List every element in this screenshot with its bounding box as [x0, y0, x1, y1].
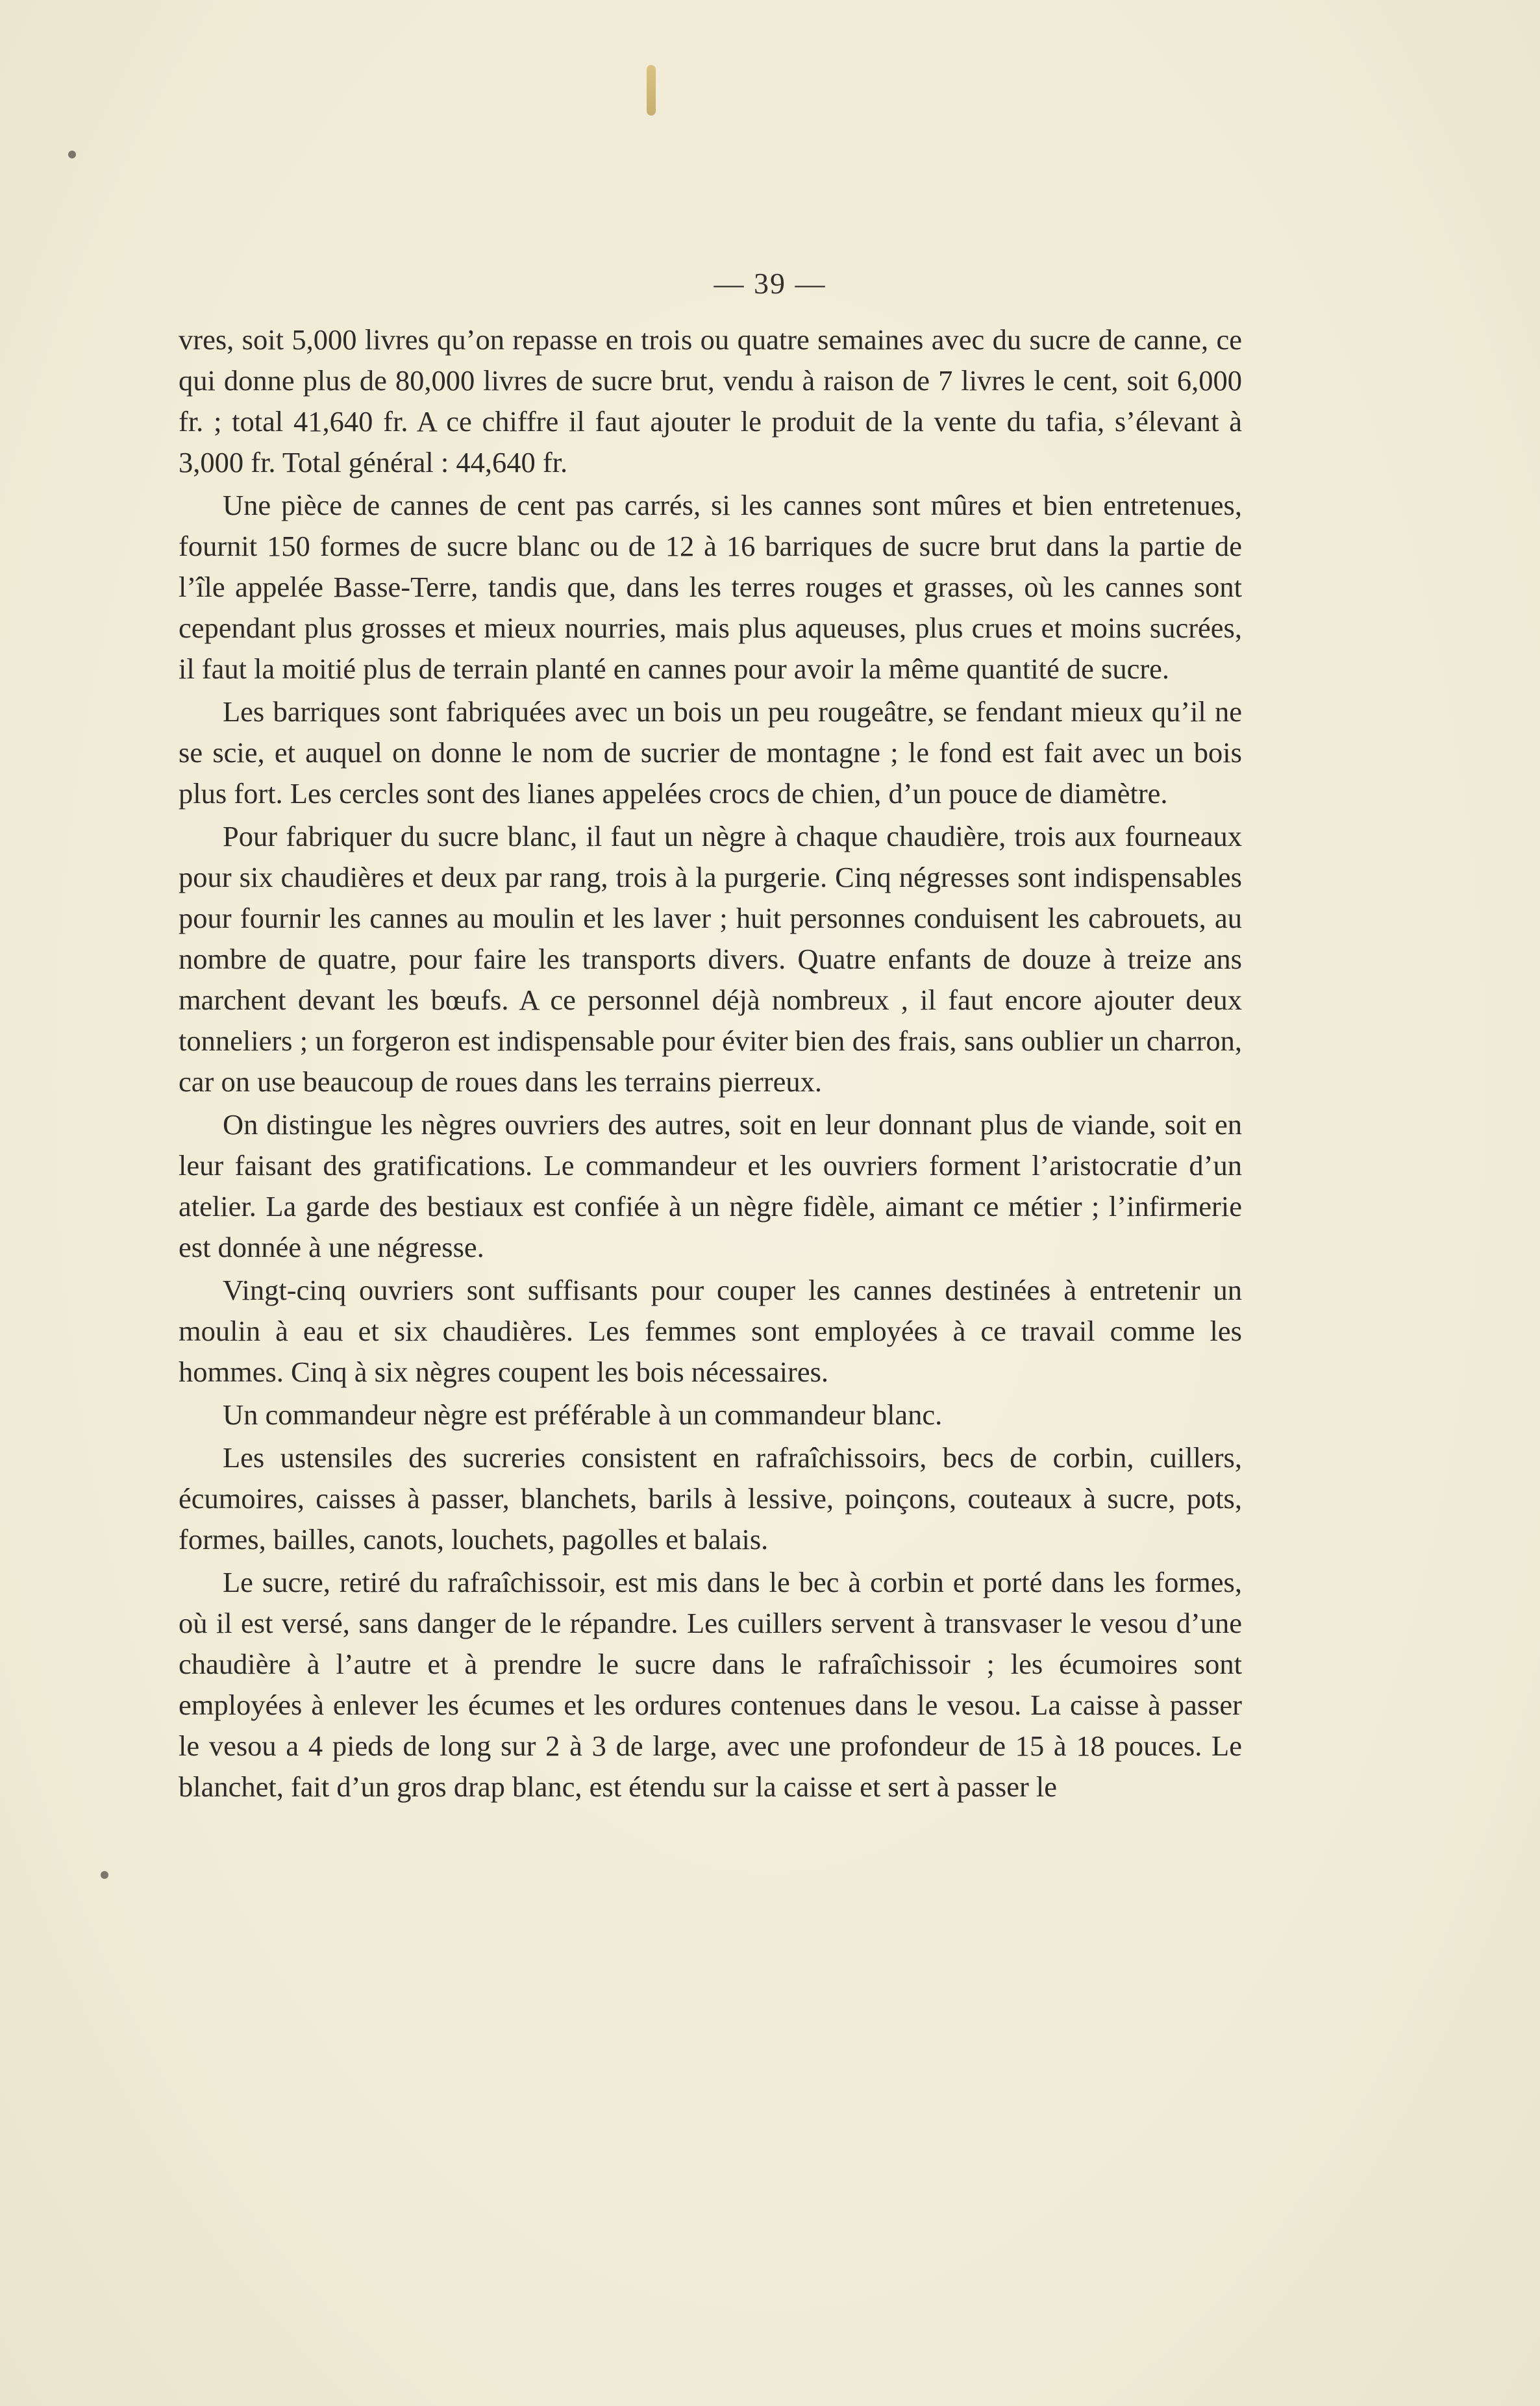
- paragraph: On distingue les nègres ouvriers des autres, soit en leur donnant plus de viande, soit en leur faisant des gratifications. Le commandeur et les ouvriers forment l’aristocratie d’un atelier. La garde des bestiaux est confiée à un nègre fidèle, aimant ce métier ; l’infirmerie est donnée à une négresse.: [179, 1108, 1242, 1263]
- paragraph: Une pièce de cannes de cent pas carrés, si les cannes sont mûres et bien entretenues, fournit 150 formes de sucre blanc ou de 12 à 16 barriques de sucre brut dans la partie de l’île appelée Basse-Terre, tandis que, dans les terres rouges et grasses, où les cannes sont cependant plus grosses et mieux nourries, mais plus aqueuses, plus crues et moins sucrées, il faut la moitié plus de terrain planté en cannes pour avoir la même quantité de sucre.: [179, 489, 1242, 685]
- paragraph-continuation: vres, soit 5,000 livres qu’on repasse en trois ou quatre semaines avec du sucre de canne, ce qui donne plus de 80,000 livres de sucre brut, vendu à raison de 7 livres le cent, soit 6,000 fr. ; total 41,640 fr. A ce chiffre il faut ajouter le produit de la vente du tafia, s’élevant à 3,000 fr. Total général : 44,640 fr.: [179, 323, 1242, 478]
- paragraph: Les barriques sont fabriquées avec un bois un peu rougeâtre, se fendant mieux qu’il ne se scie, et auquel on donne le nom de sucrier de montagne ; le fond est fait avec un bois plus fort. Les cercles sont des lianes appelées crocs de chien, d’un pouce de diamètre.: [179, 695, 1242, 810]
- binding-mark: [647, 65, 656, 116]
- ink-spot: [68, 151, 76, 158]
- paragraph: Les ustensiles des sucreries consistent en rafraîchissoirs, becs de corbin, cuillers, écumoires, caisses à passer, blanchets, barils à lessive, poinçons, couteaux à sucre, pots, formes, bailles, canots, louchets, pagolles et balais.: [179, 1441, 1242, 1556]
- paragraph: Un commandeur nègre est préférable à un commandeur blanc.: [223, 1398, 943, 1431]
- body-text: [179, 319, 1242, 1809]
- ink-spot: [101, 1871, 108, 1879]
- paragraph: Vingt-cinq ouvriers sont suffisants pour couper les cannes destinées à entretenir un moulin à eau et six chaudières. Les femmes sont employées à ce travail comme les hommes. Cinq à six nègres coupent les bois nécessaires.: [179, 1274, 1242, 1388]
- paragraph: Pour fabriquer du sucre blanc, il faut un nègre à chaque chaudière, trois aux fourneaux pour six chaudières et deux par rang, trois à la purgerie. Cinq négresses sont indispensables pour fournir les cannes au moulin et les laver ; huit personnes conduisent les cabrouets, au nombre de quatre, pour faire les transports divers. Quatre enfants de douze à treize ans marchent devant les bœufs. A ce personnel déjà nombreux , il faut encore ajouter deux tonneliers ; un forgeron est indispensable pour éviter bien des frais, sans oublier un charron, car on use beaucoup de roues dans les terrains pierreux.: [179, 820, 1242, 1098]
- page-number: — 39 —: [714, 267, 826, 300]
- paragraph: Le sucre, retiré du rafraîchissoir, est mis dans le bec à corbin et porté dans les formes, où il est versé, sans danger de le répandre. Les cuillers servent à transvaser le vesou d’une chaudière à l’autre et à prendre le sucre dans le rafraîchissoir ; les écumoires sont employées à enlever les écumes et les ordures contenues dans le vesou. La caisse à passer le vesou a 4 pieds de long sur 2 à 3 de large, avec une profondeur de 15 à 18 pouces. Le blanchet, fait d’un gros drap blanc, est étendu sur la caisse et sert à passer le: [179, 1566, 1242, 1803]
